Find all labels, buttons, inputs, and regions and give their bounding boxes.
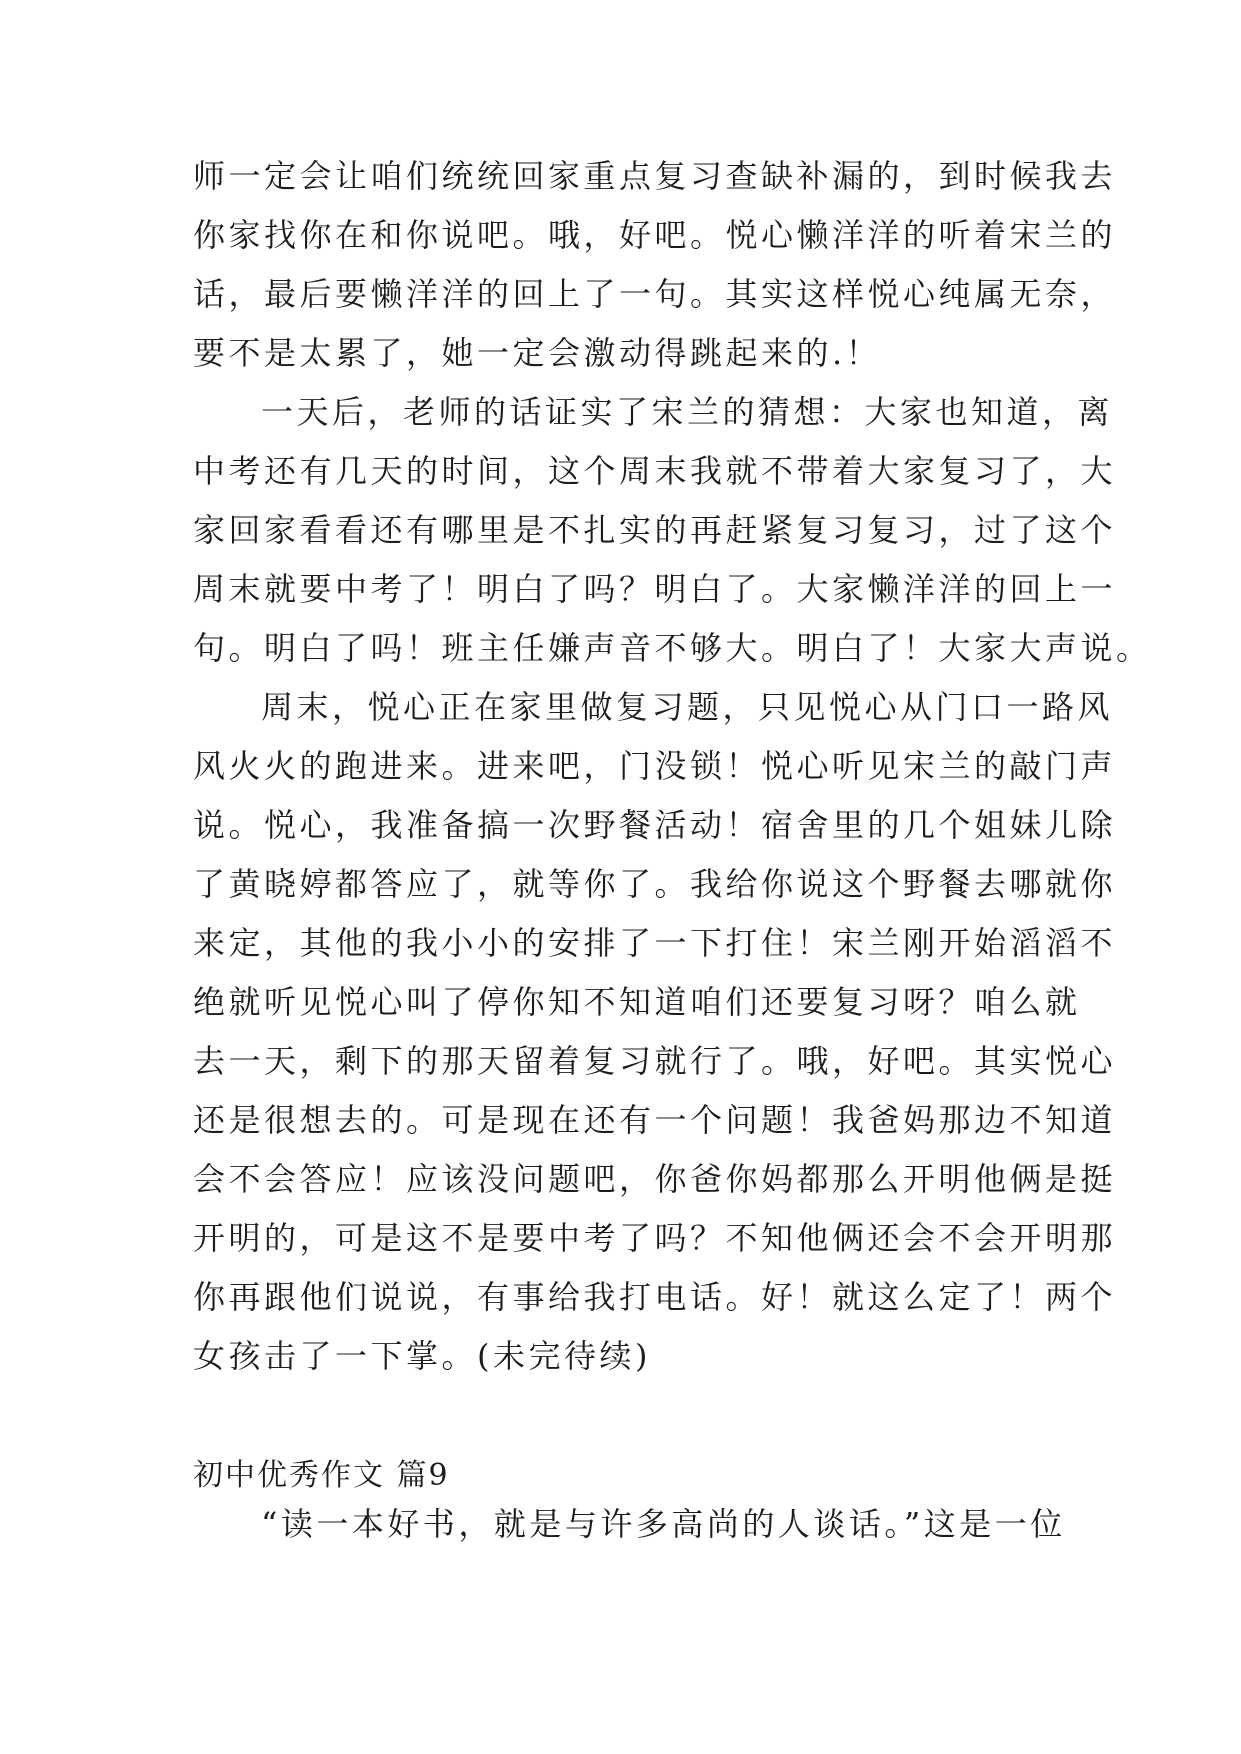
text-line: 绝就听见悦心叫了停你知不知道咱们还要复习呀？咱么就 <box>193 983 1081 1021</box>
text-line: 你再跟他们说说，有事给我打电话。好！就这么定了！两个 <box>193 1278 1117 1316</box>
text-line: 你家找你在和你说吧。哦，好吧。悦心懒洋洋的听着宋兰的 <box>193 216 1117 254</box>
text-line: 说。悦心，我准备搞一次野餐活动！宿舍里的几个姐妹儿除 <box>193 806 1117 844</box>
paragraph-4 <box>193 1495 1066 1554</box>
text-line: 来定，其他的我小小的安排了一下打住！宋兰刚开始滔滔不 <box>193 924 1117 962</box>
text-line: 师一定会让咱们统统回家重点复习查缺补漏的，到时候我去 <box>193 157 1117 195</box>
text-line: 一天后，老师的话证实了宋兰的猜想：大家也知道，离 <box>261 393 1114 431</box>
text-line: 周末，悦心正在家里做复习题，只见悦心从门口一路风 <box>261 688 1114 726</box>
text-line: 句。明白了吗！班主任嫌声音不够大。明白了！大家大声说。 <box>193 629 1152 667</box>
paragraph-1 <box>193 147 1117 383</box>
text-line: 去一天，剩下的那天留着复习就行了。哦，好吧。其实悦心 <box>193 1042 1117 1080</box>
text-line: 要不是太累了，她一定会激动得跳起来的.！ <box>193 334 882 372</box>
text-line: 开明的，可是这不是要中考了吗？不知他俩还会不会开明那 <box>193 1219 1117 1257</box>
paragraph-3 <box>193 678 1117 1386</box>
text-line: 会不会答应！应该没问题吧，你爸你妈都那么开明他俩是挺 <box>193 1160 1117 1198</box>
text-line: 家回家看看还有哪里是不扎实的再赶紧复习复习，过了这个 <box>193 511 1117 549</box>
text-line: 中考还有几天的时间，这个周末我就不带着大家复习了，大 <box>193 452 1117 490</box>
paragraph-2 <box>193 383 1152 678</box>
text-line: 风火火的跑进来。进来吧，门没锁！悦心听见宋兰的敲门声 <box>193 747 1117 785</box>
text-line: 还是很想去的。可是现在还有一个问题！我爸妈那边不知道 <box>193 1101 1117 1139</box>
text-line: 女孩击了一下掌。(未完待续) <box>193 1337 651 1375</box>
section-title: 初中优秀作文 篇9 <box>193 1458 450 1493</box>
text-line: 话，最后要懒洋洋的回上了一句。其实这样悦心纯属无奈， <box>193 275 1117 313</box>
text-line: 周末就要中考了！明白了吗？明白了。大家懒洋洋的回上一 <box>193 570 1117 608</box>
text-line: 了黄晓婷都答应了，就等你了。我给你说这个野餐去哪就你 <box>193 865 1117 903</box>
text-line: “读一本好书，就是与许多高尚的人谈话。”这是一位 <box>261 1505 1066 1543</box>
